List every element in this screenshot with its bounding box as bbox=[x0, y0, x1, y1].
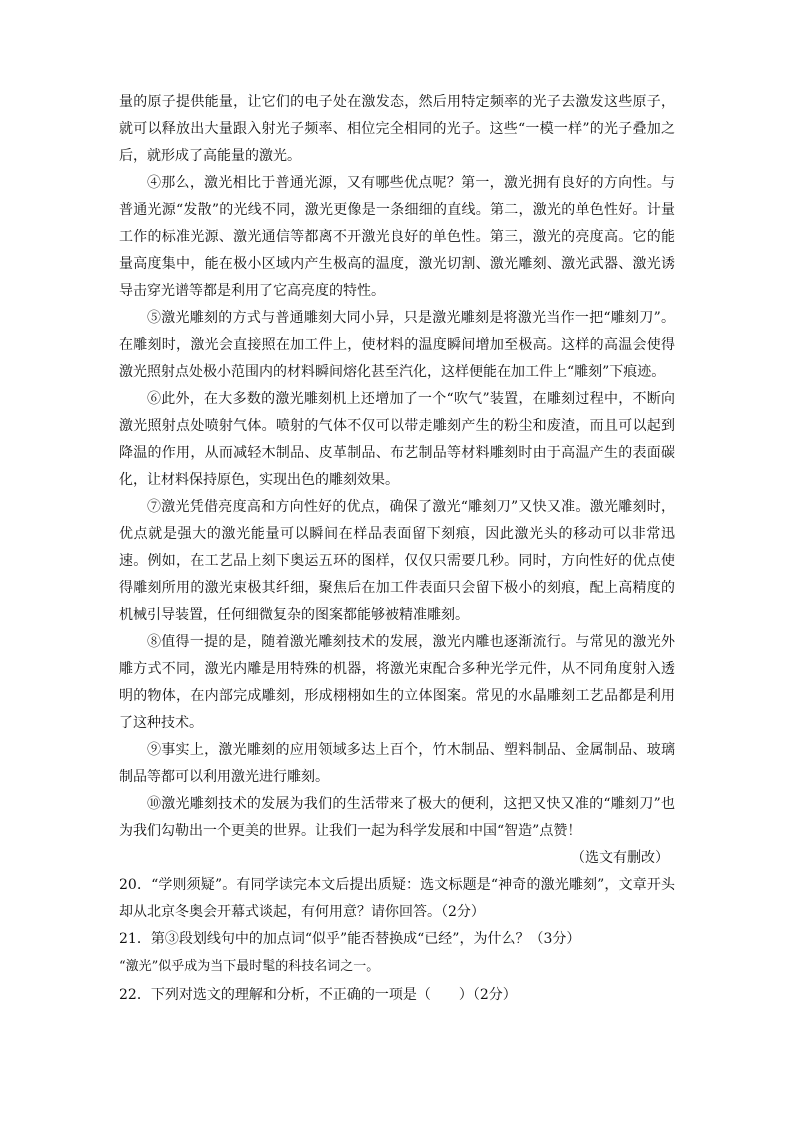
question-21-quote: “激光”似乎成为当下最时髦的科技名词之一。 bbox=[119, 959, 380, 974]
question-22: 22．下列对选文的理解和分析，不正确的一项是（ ）（2分） bbox=[119, 987, 517, 1003]
paragraph-3-continued: 量的原子提供能量，让它们的电子处在激发态，然后用特定频率的光子去激发这些原子，就可以释放出大量跟入射光子频率、相位完全相同的光子。这些“一模一样”的光子叠加之后，就形成了高能量的激光。 bbox=[119, 94, 675, 164]
paragraph-4: ④那么，激光相比于普通光源，又有哪些优点呢？第一，激光拥有良好的方向性。与普通光源“发散”的光线不同，激光更像是一条细细的直线。第二，激光的单色性好。计量工作的标准光源、激光通信等都离不开激光良好的单色性。第三，激光的亮度高。它的能量高度集中，能在极小区域内产生极高的温度，激光切割、激光雕刻、激光武器、激光诱导击穿光谱等都是利用了它高亮度的特性。 bbox=[119, 175, 675, 299]
paragraph-6: ⑥此外，在大多数的激光雕刻机上还增加了一个“吹气”装置，在雕刻过程中，不断向激光照射点处喷射气体。喷射的气体不仅可以带走雕刻产生的粉尘和废渣，而且可以起到降温的作用，从而减轻木制品、皮革制品、布艺制品等材料雕刻时由于高温产生的表面碳化，让材料保持原色，实现出色的雕刻效果。 bbox=[119, 391, 675, 488]
question-20: 20．“学则须疑”。有同学读完本文后提出质疑：选文标题是“神奇的激光雕刻”，文章开头却从北京冬奥会开幕式谈起，有何用意？请你回答。（2分） bbox=[119, 877, 675, 920]
question-21: 21．第③段划线句中的加点词“似乎”能否替换成“已经”，为什么？（3分） bbox=[119, 931, 581, 947]
article-body bbox=[119, 89, 675, 1009]
paragraph-10: ⑩激光雕刻技术的发展为我们的生活带来了极大的便利，这把又快又准的“雕刻刀”也为我们勾勒出一个更美的世界。让我们一起为科学发展和中国“智造”点赞！ bbox=[119, 796, 675, 839]
paragraph-8: ⑧值得一提的是，随着激光雕刻技术的发展，激光内雕也逐渐流行。与常见的激光外雕方式不同，激光内雕是用特殊的机器，将激光束配合多种光学元件，从不同角度射入透明的物体，在内部完成雕刻，形成栩栩如生的立体图案。常见的水晶雕刻工艺品都是利用了这种技术。 bbox=[119, 634, 675, 731]
paragraph-5: ⑤激光雕刻的方式与普通雕刻大同小异，只是激光雕刻是将激光当作一把“雕刻刀”。在雕刻时，激光会直接照在加工件上，使材料的温度瞬间增加至极高。这样的高温会使得激光照射点处极小范围内的材料瞬间熔化甚至汽化，这样便能在加工件上“雕刻”下痕迹。 bbox=[119, 310, 675, 380]
paragraph-7: ⑦激光凭借亮度高和方向性好的优点，确保了激光“雕刻刀”又快又准。激光雕刻时，优点就是强大的激光能量可以瞬间在样品表面留下刻痕，因此激光头的移动可以非常迅速。例如，在工艺品上刻下奥运五环的图样，仅仅只需要几秒。同时，方向性好的优点使得雕刻所用的激光束极其纤细，聚焦后在加工件表面只会留下极小的刻痕，配上高精度的机械引导装置，任何细微复杂的图案都能够被精准雕刻。 bbox=[119, 499, 675, 623]
source-note: （选文有删改） bbox=[571, 850, 669, 866]
paragraph-9: ⑨事实上，激光雕刻的应用领域多达上百个，竹木制品、塑料制品、金属制品、玻璃制品等都可以利用激光进行雕刻。 bbox=[119, 742, 675, 785]
